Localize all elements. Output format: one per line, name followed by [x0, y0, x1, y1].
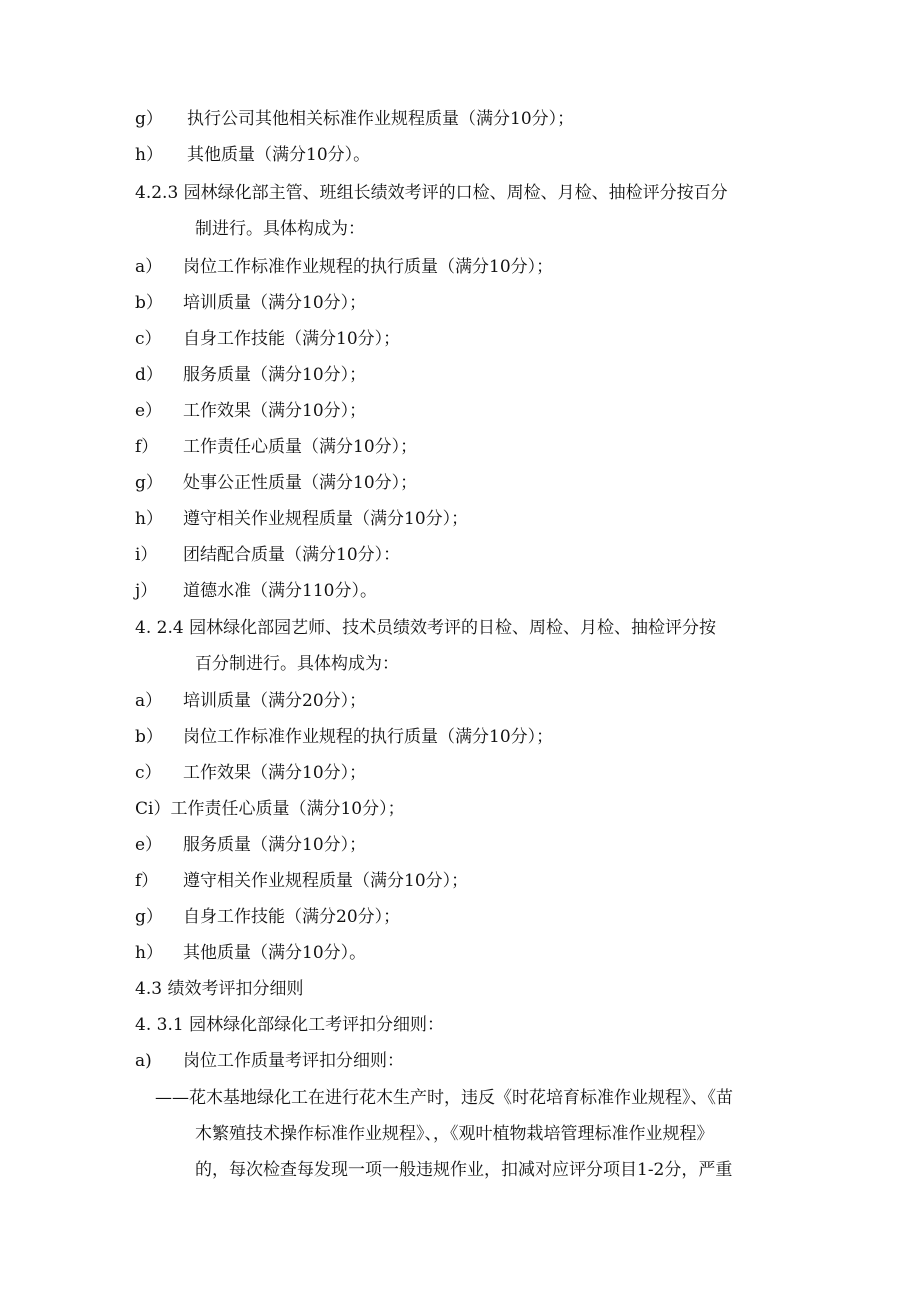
section-heading: 4. 3.1 园林绿化部绿化工考评扣分细则： — [135, 1015, 445, 1035]
paragraph-line: 的，每次检查每发现一项一般违规作业，扣减对应评分项目1-2分，严重 — [195, 1160, 733, 1180]
list-text: 其他质量（满分10分）。 — [187, 145, 371, 165]
list-text: 工作效果（满分10分）； — [183, 401, 367, 421]
list-item — [135, 108, 574, 130]
list-text: 其他质量（满分10分）。 — [183, 943, 367, 963]
list-text: 执行公司其他相关标准作业规程质量（满分10分）； — [187, 109, 575, 129]
list-text: 岗位工作标准作业规程的执行质量（满分10分）； — [183, 727, 554, 747]
list-marker: e） — [135, 835, 163, 855]
list-item — [135, 870, 468, 892]
list-item — [135, 690, 366, 712]
list-marker: a） — [135, 257, 163, 277]
list-marker: a) — [135, 1051, 152, 1071]
list-item — [135, 292, 366, 314]
list-text: 工作责任心质量（满分10分）； — [183, 437, 418, 457]
list-item — [135, 1050, 404, 1072]
list-marker: g） — [135, 907, 163, 927]
list-text: 培训质量（满分20分）； — [183, 691, 367, 711]
list-item — [135, 798, 405, 820]
list-item — [135, 834, 366, 856]
list-text: 自身工作技能（满分10分）； — [183, 329, 401, 349]
section-heading: 4.2.3 园林绿化部主管、班组长绩效考评的口检、周检、月检、抽检评分按百分 — [135, 183, 728, 203]
list-marker: c） — [135, 763, 162, 783]
list-text: 岗位工作标准作业规程的执行质量（满分10分）； — [183, 257, 554, 277]
list-marker: f） — [135, 871, 159, 891]
list-item — [135, 364, 366, 386]
section-heading-continuation: 百分制进行。具体构成为： — [195, 654, 399, 674]
list-marker: f） — [135, 437, 159, 457]
list-marker: h） — [135, 509, 163, 529]
list-text: 遵守相关作业规程质量（满分10分）； — [183, 871, 469, 891]
list-item — [135, 508, 468, 530]
list-item — [135, 436, 417, 458]
list-item — [135, 328, 400, 350]
list-text: 遵守相关作业规程质量（满分10分）； — [183, 509, 469, 529]
list-marker: j） — [135, 581, 158, 601]
paragraph-line: 木繁殖技术操作标准作业规程》、，《观叶植物栽培管理标准作业规程》 — [195, 1124, 714, 1144]
list-text: 培训质量（满分10分）； — [183, 293, 367, 313]
list-marker: a） — [135, 691, 163, 711]
list-marker: h） — [135, 943, 163, 963]
paragraph-line: ——花木基地绿化工在进行花木生产时，违反《时花培育标准作业规程》、《苗 — [155, 1088, 733, 1108]
list-marker: g） — [135, 473, 163, 493]
list-item — [135, 256, 553, 278]
section-heading: 4. 2.4 园林绿化部园艺师、技术员绩效考评的日检、周检、月检、抽检评分按 — [135, 618, 717, 638]
list-text: 自身工作技能（满分20分）； — [183, 907, 401, 927]
list-item — [135, 762, 366, 784]
list-text: 服务质量（满分10分）； — [183, 365, 367, 385]
list-marker: c） — [135, 329, 162, 349]
list-item — [135, 906, 400, 928]
list-item — [135, 580, 377, 602]
list-item — [135, 472, 417, 494]
list-item — [135, 726, 553, 748]
list-item — [135, 942, 366, 964]
list-marker: h） — [135, 145, 163, 165]
list-marker: d） — [135, 365, 163, 385]
list-marker: g） — [135, 109, 163, 129]
list-text: 服务质量（满分10分）； — [183, 835, 367, 855]
list-marker: e） — [135, 401, 163, 421]
section-heading-continuation: 制进行。具体构成为： — [195, 219, 365, 239]
list-item — [135, 544, 400, 566]
list-text: 工作效果（满分10分）； — [183, 763, 367, 783]
list-text: 道德水准（满分110分）。 — [183, 581, 377, 601]
list-item — [135, 400, 366, 422]
list-text: 工作责任心质量（满分10分）； — [170, 799, 405, 819]
list-text: 处事公正性质量（满分10分）； — [183, 473, 418, 493]
list-item — [135, 144, 370, 166]
list-marker: i） — [135, 545, 158, 565]
list-marker: b） — [135, 727, 163, 747]
list-marker: b） — [135, 293, 163, 313]
list-marker: Ci） — [135, 799, 171, 819]
list-text: 团结配合质量（满分10分）： — [183, 545, 401, 565]
section-heading: 4.3 绩效考评扣分细则 — [135, 979, 304, 999]
list-text: 岗位工作质量考评扣分细则： — [183, 1051, 404, 1071]
